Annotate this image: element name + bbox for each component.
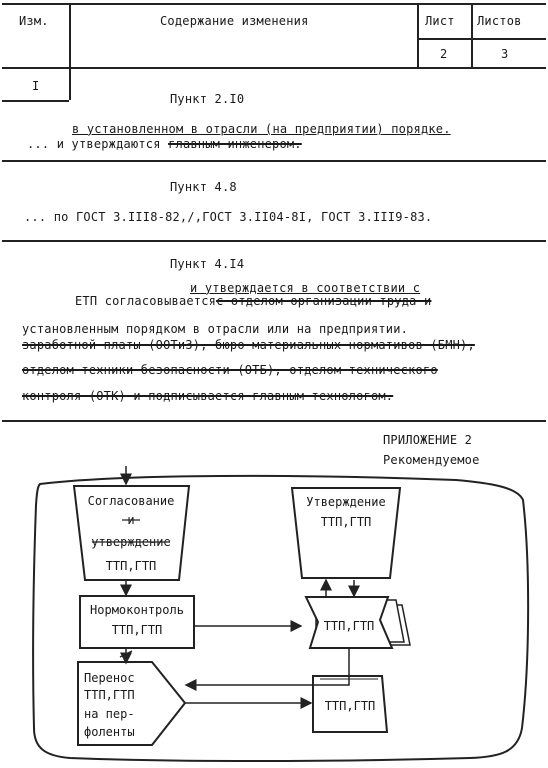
- confirm-line-2: ТТП,ГТП: [320, 515, 372, 529]
- column-header-sheet: Лист: [425, 14, 455, 28]
- struck-text: с отделом организации труда и: [216, 294, 432, 308]
- clause-text-prefix: ... и утверждаются: [27, 137, 161, 151]
- sheet-number: 2: [440, 47, 448, 61]
- documents-label: ТТП,ГТП: [323, 619, 375, 633]
- inserted-text: в установленном в отрасли (на предприятии) порядке.: [72, 122, 451, 136]
- approval-line-4: ТТП,ГТП: [105, 559, 157, 573]
- clause-title: Пункт 4.8: [170, 180, 237, 194]
- output-label: ТТП,ГТП: [324, 699, 376, 713]
- transfer-line-4: фоленты: [84, 725, 135, 739]
- column-header-content: Содержание изменения: [160, 14, 309, 28]
- column-header-sheets: Листов: [477, 14, 522, 28]
- transfer-line-3: на пер-: [84, 707, 135, 721]
- transfer-line-1: Перенос: [84, 671, 135, 685]
- struck-text: главным инженером.: [168, 137, 302, 151]
- clause-text: ... по ГОСТ 3.III8-82,/,ГОСТ 3.II04-8I, ГОСТ 3.III9-83.: [24, 210, 433, 224]
- transfer-line-2: ТТП,ГТП: [84, 688, 135, 702]
- approval-line-2: и: [127, 513, 135, 527]
- appendix-subtitle: Рекомендуемое: [383, 453, 480, 467]
- inserted-text: и утверждается в соответствии с: [190, 281, 421, 295]
- struck-text-line-4: отделом техники безопасности (ОТБ), отделом технического: [22, 363, 438, 377]
- confirm-line-1: Утверждение: [306, 495, 386, 509]
- clause-title: Пункт 4.I4: [170, 257, 245, 271]
- struck-text-line-3: заработной платы (ООТиЗ), бюро материальных нормативов (БМН),: [22, 338, 475, 352]
- column-header-izm: Изм.: [19, 14, 49, 28]
- clause-text-line-2: установленным порядком в отрасли или на предприятии.: [22, 322, 409, 336]
- clause-title: Пункт 2.I0: [170, 92, 245, 106]
- change-number: I: [32, 79, 40, 93]
- sheets-count: 3: [501, 47, 509, 61]
- normcontrol-line-1: Нормоконтроль: [90, 603, 184, 617]
- clause-text-prefix: ЕТП согласовывается: [75, 294, 217, 308]
- struck-text-line-5: контроля (ОТК) и подписывается главным технологом.: [22, 389, 394, 403]
- appendix-title: ПРИЛОЖЕНИЕ 2: [383, 433, 473, 447]
- normcontrol-line-2: ТТП,ГТП: [111, 623, 163, 637]
- approval-line-3: утверждение: [91, 535, 171, 549]
- approval-line-1: Согласование: [87, 494, 175, 508]
